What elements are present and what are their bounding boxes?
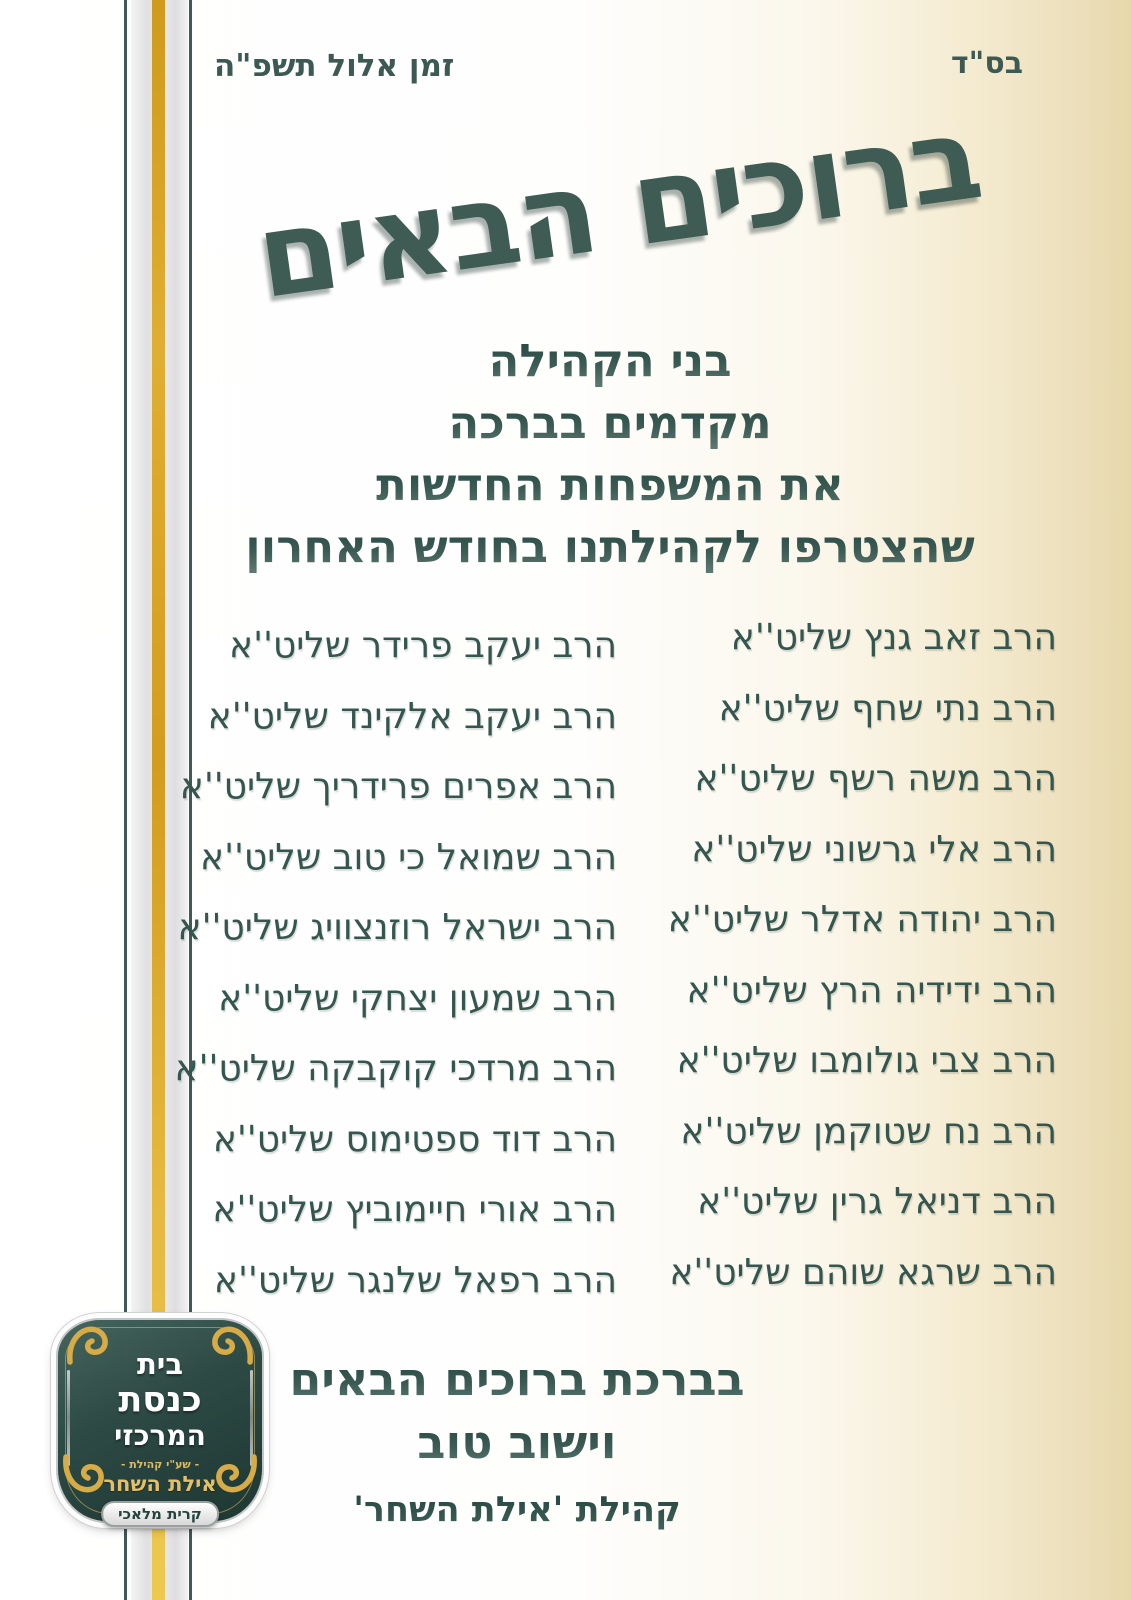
logo-text-stack	[56, 1318, 264, 1523]
name-row: הרב שמעון יצחקי שליט''א	[218, 977, 617, 1019]
name-row: הרב רפאל שלנגר שליט''א	[213, 1259, 617, 1301]
name-row: הרב משה רשף שליט''א	[694, 758, 1057, 799]
closing-line-3: קהילת 'אילת השחר'	[0, 1490, 1034, 1530]
name-row: הרב יהודה אדלר שליט''א	[667, 899, 1057, 940]
logo-community-name: אילת השחר	[103, 1472, 217, 1496]
closing-line-2: וישוב טוב	[0, 1411, 1034, 1474]
name-row: הרב זאב גנץ שליט''א	[730, 617, 1057, 658]
name-row: הרב אלי גרשוני שליט''א	[691, 828, 1057, 870]
subtitle-block	[170, 330, 1050, 578]
closing-line-1: בברכת ברוכים הבאים	[0, 1348, 1034, 1411]
page-title: ברוכים הבאים	[249, 90, 989, 326]
subtitle-line-1: בני הקהילה	[170, 330, 1050, 392]
name-row: הרב צבי גולומבו שליט''א	[676, 1040, 1057, 1081]
names-column-left	[175, 611, 617, 1316]
name-row: הרב אפרים פרידריך שליט''א	[179, 766, 617, 807]
name-row: הרב שמואל כי טוב שליט''א	[200, 836, 617, 878]
logo-word-knesset: כנסת	[118, 1380, 202, 1420]
name-row: הרב מרדכי קוקבקה שליט''א	[174, 1048, 617, 1089]
name-row: הרב נח שטוקמן שליט''א	[680, 1110, 1057, 1152]
bsd-label: בס"ד	[951, 46, 1023, 81]
logo-byline: - שע"י קהילת -	[120, 1458, 200, 1471]
names-column-right	[668, 603, 1057, 1308]
name-row: הרב אורי חיימוביץ שליט''א	[212, 1189, 617, 1230]
name-row: הרב ידידיה הרץ שליט''א	[686, 969, 1057, 1011]
name-row: הרב יעקב אלקינד שליט''א	[207, 695, 617, 737]
logo-word-hamerkazi: המרכזי	[114, 1419, 206, 1452]
subtitle-line-2: מקדמים בברכה	[170, 392, 1050, 454]
synagogue-logo	[56, 1318, 264, 1523]
subtitle-line-3: את המשפחות החדשות	[170, 454, 1050, 516]
name-row: הרב שרגא שוהם שליט''א	[669, 1251, 1057, 1293]
logo-word-beit: בית	[136, 1347, 184, 1381]
name-row: הרב דוד ספטימוס שליט''א	[212, 1118, 617, 1160]
name-row: הרב דניאל גרין שליט''א	[697, 1181, 1057, 1222]
name-row: הרב יעקב פרידר שליט''א	[229, 625, 617, 666]
logo-city-badge: קרית מלאכי	[101, 1501, 219, 1527]
date-label: זמן אלול תשפ"ה	[214, 48, 455, 84]
subtitle-line-4: שהצטרפו לקהילתנו בחודש האחרון	[170, 516, 1050, 578]
name-row: הרב ישראל רוזנצוויג שליט''א	[177, 907, 617, 948]
name-row: הרב נתי שחף שליט''א	[718, 687, 1057, 729]
